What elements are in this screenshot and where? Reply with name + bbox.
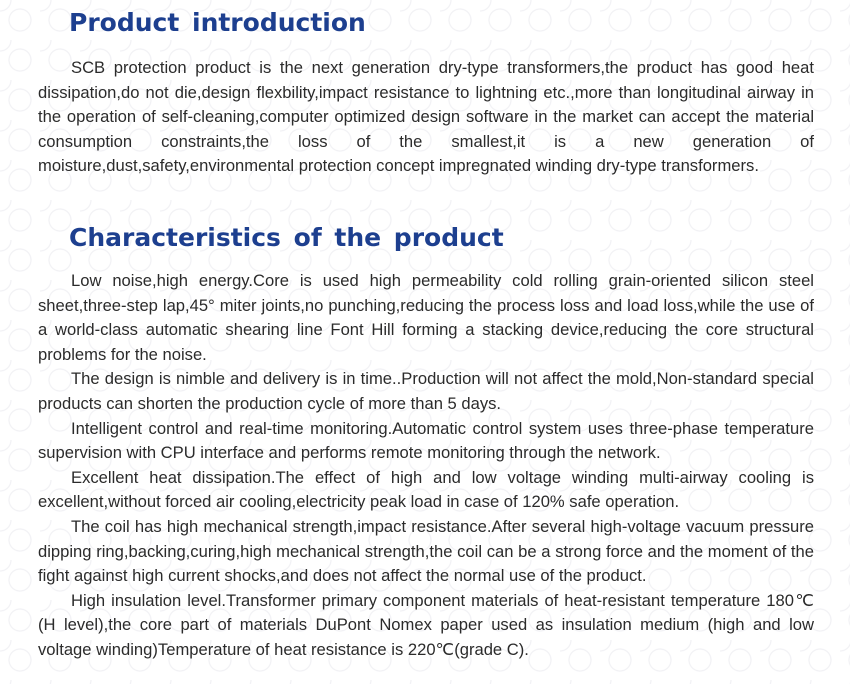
characteristic-paragraph-heat-dissipation: Excellent heat dissipation.The effect of high and low voltage winding multi-airway cooling is excellent,without forced air cooling,electricity peak load in case of 120% safe operation.: [38, 467, 814, 512]
characteristic-paragraph-monitoring: Intelligent control and real-time monitoring.Automatic control system uses three-phase temperature supervision with CPU interface and performs remote monitoring through the network.: [38, 418, 814, 463]
intro-paragraph: SCB protection product is the next generation dry-type transformers,the product has good heat dissipation,do not die,design flexbility,impact resistance to lightning etc.,more than longitudinal airway in the operation of self-cleaning,computer optimized design software in the market can accept the material consumption constraints,the loss of the smallest,it is a new generation of moisture,dust,safety,environmental protection concept impregnated winding dry-type transformers.: [38, 58, 814, 176]
product-introduction-body: [38, 56, 814, 179]
characteristics-body: [38, 269, 814, 663]
section-title-product-introduction: Product introduction: [69, 8, 366, 37]
characteristic-paragraph-mechanical-strength: The coil has high mechanical strength,impact resistance.After several high-voltage vacuum pressure dipping ring,backing,curing,high mechanical strength,the coil can be a strong force and the moment of the fight against high current shocks,and does not affect the normal use of the product.: [38, 516, 814, 586]
section-title-characteristics: Characteristics of the product: [69, 223, 504, 252]
characteristic-paragraph-low-noise: Low noise,high energy.Core is used high permeability cold rolling grain-oriented silicon steel sheet,three-step lap,45° miter joints,no punching,reducing the process loss and load loss,while the use of a world-class automatic shearing line Font Hill forming a stacking device,reducing the core structural problems for the noise.: [38, 271, 814, 364]
characteristic-paragraph-insulation: High insulation level.Transformer primary component materials of heat-resistant temperature 180℃(H level),the core part of materials DuPont Nomex paper used as insulation medium (high and low voltage winding)Temperature of heat resistance is 220℃(grade C).: [38, 590, 814, 659]
characteristic-paragraph-delivery: The design is nimble and delivery is in time..Production will not affect the mold,Non-standard special products can shorten the production cycle of more than 5 days.: [38, 369, 814, 413]
